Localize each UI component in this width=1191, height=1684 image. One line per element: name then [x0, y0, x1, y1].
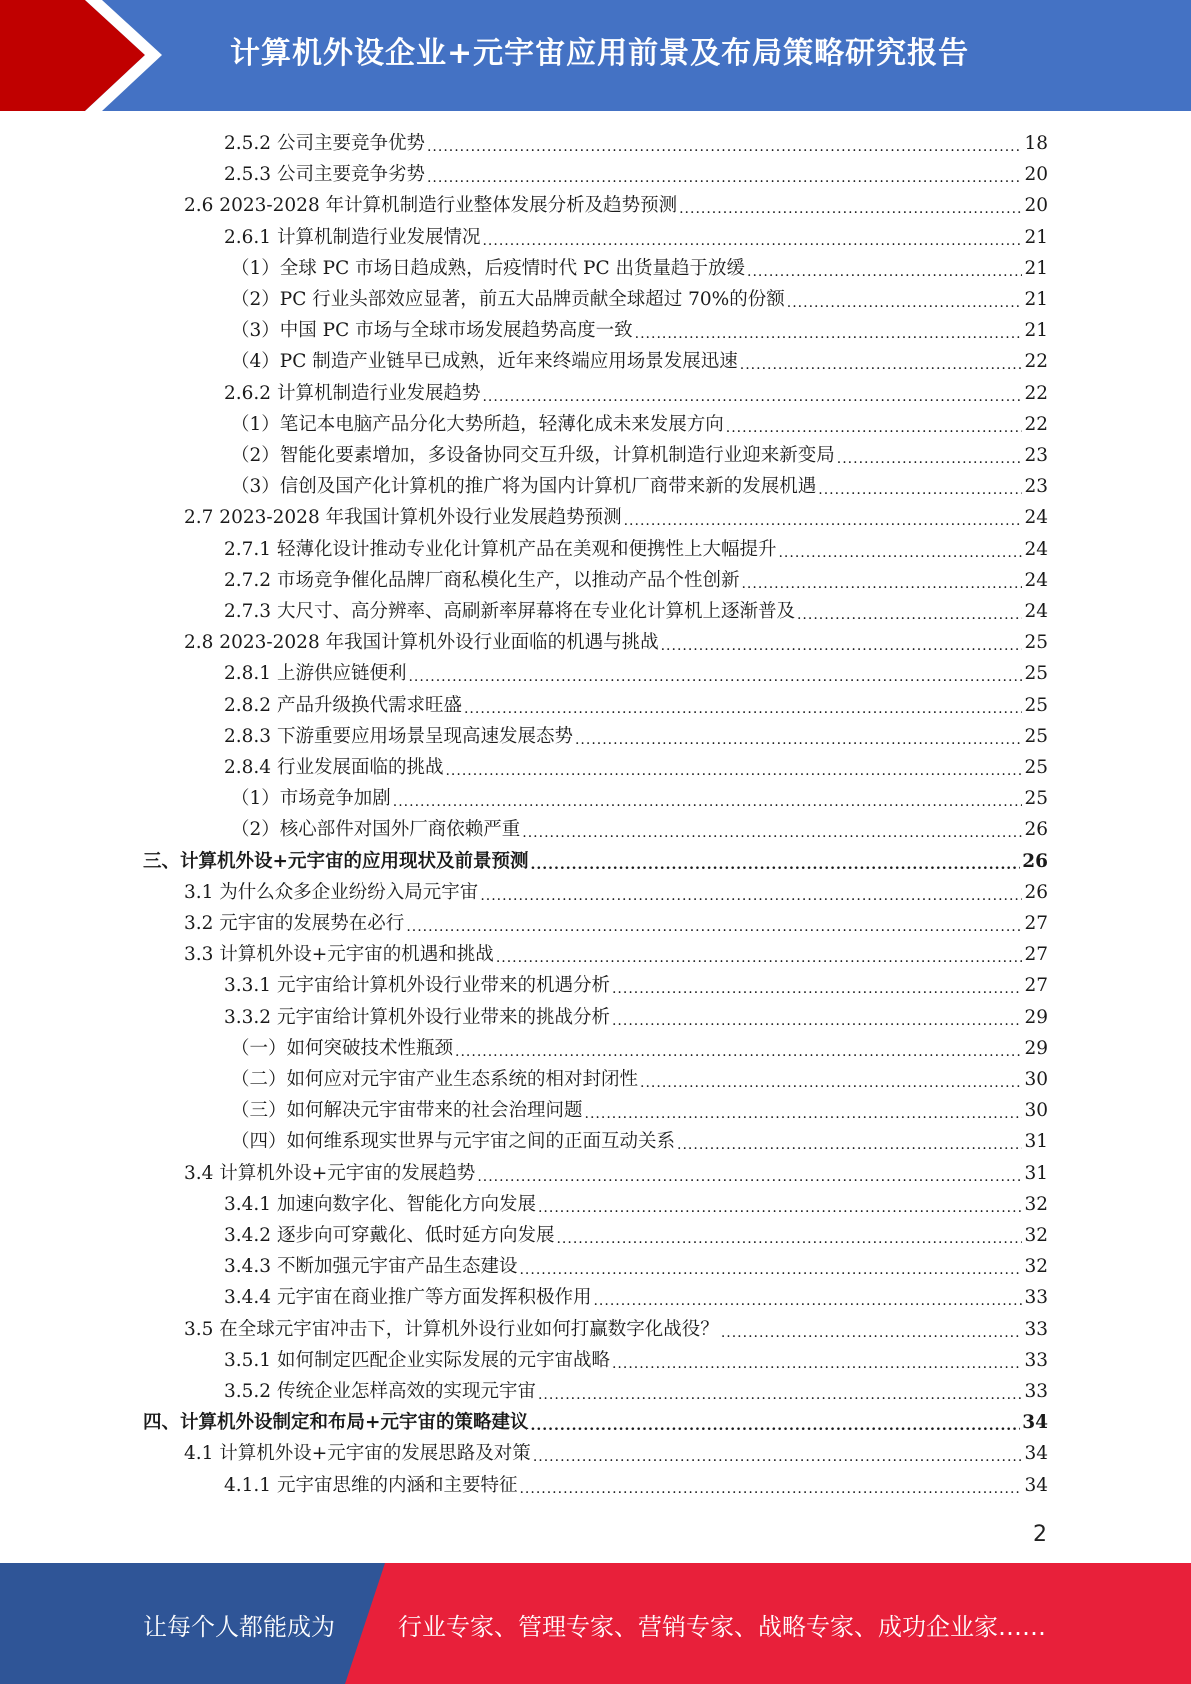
- toc-dot-leader: [531, 846, 1021, 877]
- toc-entry[interactable]: [224, 658, 1048, 689]
- toc-entry-title: （四）如何维系现实世界与元宇宙之间的正面互动关系: [231, 1131, 676, 1153]
- toc-entry[interactable]: [224, 1220, 1048, 1251]
- toc-dot-leader: [393, 783, 1023, 814]
- toc-entry-title: 2.8.4 行业发展面临的挑战: [224, 757, 444, 778]
- toc-entry-title: 3.4.1 加速向数字化、智能化方向发展: [224, 1193, 536, 1215]
- toc-entry-page: 25: [1024, 663, 1048, 685]
- toc-entry-page: 20: [1024, 195, 1048, 217]
- toc-entry[interactable]: [231, 315, 1048, 346]
- toc-dot-leader: [778, 534, 1022, 565]
- toc-entry[interactable]: [184, 1314, 1048, 1345]
- toc-dot-leader: [679, 190, 1022, 221]
- toc-entry-title: 2.7.3 大尺寸、高分辨率、高刷新率屏幕将在专业化计算机上逐渐普及: [224, 601, 795, 622]
- toc-entry-page: 24: [1024, 538, 1048, 560]
- toc-dot-leader: [496, 939, 1023, 970]
- toc-entry-title: 2.6.1 计算机制造行业发展情况: [224, 226, 481, 248]
- toc-entry-title: 三、计算机外设+元宇宙的应用现状及前景预测: [143, 850, 529, 872]
- toc-dot-leader: [612, 970, 1022, 1001]
- report-title: 计算机外设企业+元宇宙应用前景及布局策略研究报告: [230, 36, 970, 71]
- toc-entry-title: 3.4 计算机外设+元宇宙的发展趋势: [184, 1162, 476, 1184]
- toc-entry[interactable]: [224, 534, 1048, 565]
- toc-entry-page: 24: [1024, 569, 1048, 591]
- toc-entry-page: 33: [1024, 1381, 1048, 1402]
- toc-entry-title: （1）笔记本电脑产品分化大势所趋，轻薄化成未来发展方向: [231, 413, 724, 435]
- footer-slogan-left: 让每个人都能成为: [143, 1613, 335, 1641]
- toc-entry[interactable]: [231, 440, 1048, 471]
- footer-slogan-right: 行业专家、管理专家、营销专家、战略专家、成功企业家……: [398, 1613, 1046, 1641]
- toc-dot-leader: [661, 627, 1023, 658]
- toc-entry-title: 3.5.1 如何制定匹配企业实际发展的元宇宙战略: [224, 1349, 610, 1371]
- page-footer: [0, 1563, 1191, 1684]
- toc-entry-title: 3.3 计算机外设+元宇宙的机遇和挑战: [184, 944, 494, 966]
- toc-entry-title: 2.7.1 轻薄化设计推动专业化计算机产品在美观和便携性上大幅提升: [224, 538, 777, 560]
- toc-entry[interactable]: [224, 222, 1048, 253]
- toc-entry[interactable]: [224, 1002, 1048, 1033]
- toc-entry-title: （2）核心部件对国外厂商依赖严重: [231, 819, 521, 841]
- toc-entry[interactable]: [231, 1095, 1048, 1126]
- toc-entry[interactable]: [224, 1282, 1048, 1313]
- toc-entry[interactable]: [224, 690, 1048, 721]
- toc-dot-leader: [575, 721, 1022, 752]
- toc-entry-title: （3）中国 PC 市场与全球市场发展趋势高度一致: [231, 320, 633, 342]
- toc-entry[interactable]: [224, 1345, 1048, 1376]
- toc-entry-title: （1）全球 PC 市场日趋成熟，后疫情时代 PC 出货量趋于放缓: [231, 257, 746, 279]
- toc-dot-leader: [797, 596, 1022, 627]
- toc-dot-leader: [427, 128, 1022, 159]
- toc-dot-leader: [464, 690, 1022, 721]
- toc-entry-page: 27: [1024, 944, 1048, 966]
- toc-entry-page: 20: [1024, 164, 1048, 186]
- toc-entry-page: 31: [1024, 1162, 1048, 1184]
- toc-entry-title: （二）如何应对元宇宙产业生态系统的相对封闭性: [231, 1069, 639, 1090]
- toc-entry-page: 33: [1024, 1318, 1048, 1340]
- toc-entry-page: 22: [1024, 413, 1048, 435]
- toc-entry-page: 25: [1024, 788, 1048, 810]
- toc-entry-title: 3.3.2 元宇宙给计算机外设行业带来的挑战分析: [224, 1006, 610, 1028]
- toc-entry-title: 3.4.4 元宇宙在商业推广等方面发挥积极作用: [224, 1287, 592, 1309]
- toc-dot-leader: [445, 752, 1022, 783]
- toc-dot-leader: [455, 1033, 1022, 1064]
- toc-entry-title: 3.4.2 逐步向可穿戴化、低时延方向发展: [224, 1225, 555, 1246]
- toc-entry[interactable]: [224, 1251, 1048, 1282]
- toc-entry-page: 18: [1024, 133, 1048, 154]
- toc-entry[interactable]: [184, 502, 1048, 533]
- toc-entry[interactable]: [184, 908, 1048, 939]
- toc-entry-page: 24: [1024, 507, 1048, 529]
- toc-dot-leader: [477, 1158, 1022, 1189]
- toc-dot-leader: [538, 1189, 1022, 1220]
- toc-entry-page: 29: [1024, 1006, 1048, 1028]
- toc-entry-page: 25: [1024, 694, 1048, 716]
- toc-dot-leader: [818, 471, 1022, 502]
- toc-entry[interactable]: [231, 284, 1048, 315]
- toc-entry-page: 21: [1024, 320, 1048, 342]
- toc-entry[interactable]: [231, 253, 1048, 284]
- toc-entry-page: 25: [1024, 632, 1048, 654]
- toc-entry-page: 34: [1022, 1412, 1048, 1434]
- toc-entry-title: 2.7.2 市场竞争催化品牌厂商私模化生产，以推动产品个性创新: [224, 569, 740, 591]
- toc-dot-leader: [480, 877, 1022, 908]
- toc-entry-page: 22: [1024, 382, 1048, 404]
- toc-dot-leader: [787, 284, 1023, 315]
- toc-dot-leader: [612, 1002, 1022, 1033]
- toc-entry[interactable]: [143, 1407, 1048, 1438]
- toc-entry-page: 26: [1024, 881, 1048, 903]
- toc-entry[interactable]: [231, 814, 1048, 845]
- toc-entry-page: 30: [1024, 1069, 1048, 1090]
- toc-entry-title: 2.8 2023-2028 年我国计算机外设行业面临的机遇与挑战: [184, 632, 659, 654]
- toc-entry-page: 31: [1024, 1131, 1048, 1153]
- toc-entry[interactable]: [224, 1189, 1048, 1220]
- toc-entry-title: 3.2 元宇宙的发展势在必行: [184, 913, 405, 934]
- toc-entry-title: （1）市场竞争加剧: [231, 788, 391, 810]
- toc-entry[interactable]: [184, 190, 1048, 221]
- toc-entry[interactable]: [231, 471, 1048, 502]
- toc-dot-leader: [522, 814, 1022, 845]
- toc-dot-leader: [408, 658, 1022, 689]
- toc-entry[interactable]: [184, 1438, 1048, 1469]
- toc-entry-title: （三）如何解决元宇宙带来的社会治理问题: [231, 1100, 583, 1122]
- toc-entry-page: 22: [1024, 351, 1048, 373]
- toc-entry[interactable]: [184, 939, 1048, 970]
- toc-dot-leader: [624, 502, 1023, 533]
- toc-entry-title: 2.8.3 下游重要应用场景呈现高速发展态势: [224, 725, 573, 747]
- toc-entry-page: 25: [1024, 757, 1048, 778]
- toc-dot-leader: [585, 1095, 1023, 1126]
- toc-entry-page: 34: [1024, 1443, 1048, 1465]
- toc-entry-page: 21: [1024, 289, 1048, 310]
- toc-entry-page: 23: [1024, 445, 1048, 466]
- toc-entry-page: 24: [1024, 601, 1048, 622]
- toc-dot-leader: [556, 1220, 1022, 1251]
- toc-entry-title: 3.1 为什么众多企业纷纷入局元宇宙: [184, 881, 479, 903]
- toc-entry-page: 34: [1024, 1474, 1048, 1496]
- toc-entry-title: （3）信创及国产化计算机的推广将为国内计算机厂商带来新的发展机遇: [231, 476, 817, 498]
- toc-entry-page: 33: [1024, 1349, 1048, 1371]
- toc-entry-title: 2.6 2023-2028 年计算机制造行业整体发展分析及趋势预测: [184, 195, 678, 217]
- toc-entry-page: 27: [1024, 913, 1048, 934]
- toc-dot-leader: [721, 1314, 1023, 1345]
- toc-entry-title: 4.1 计算机外设+元宇宙的发展思路及对策: [184, 1443, 531, 1465]
- toc-dot-leader: [427, 159, 1022, 190]
- toc-entry-title: 4.1.1 元宇宙思维的内涵和主要特征: [224, 1474, 518, 1496]
- toc-dot-leader: [533, 1438, 1023, 1469]
- toc-dot-leader: [640, 1064, 1022, 1095]
- toc-dot-leader: [612, 1345, 1022, 1376]
- toc-entry-page: 26: [1024, 819, 1048, 841]
- toc-entry-page: 25: [1024, 725, 1048, 747]
- toc-entry-page: 21: [1024, 226, 1048, 248]
- toc-dot-leader: [531, 1407, 1021, 1438]
- toc-dot-leader: [677, 1126, 1022, 1157]
- toc-entry-page: 33: [1024, 1287, 1048, 1309]
- toc-entry-page: 27: [1024, 975, 1048, 997]
- toc-entry-title: 3.3.1 元宇宙给计算机外设行业带来的机遇分析: [224, 975, 610, 997]
- toc-entry-page: 26: [1022, 850, 1048, 872]
- toc-entry-title: 2.6.2 计算机制造行业发展趋势: [224, 382, 481, 404]
- toc-entry-page: 32: [1024, 1225, 1048, 1246]
- toc-entry[interactable]: [224, 1376, 1048, 1407]
- toc-entry-title: 3.5.2 传统企业怎样高效的实现元宇宙: [224, 1381, 536, 1402]
- toc-entry[interactable]: [184, 627, 1048, 658]
- toc-entry-page: 23: [1024, 476, 1048, 498]
- toc-entry-page: 29: [1024, 1037, 1048, 1059]
- toc-entry-page: 32: [1024, 1256, 1048, 1278]
- toc-entry-title: 3.4.3 不断加强元宇宙产品生态建设: [224, 1256, 518, 1278]
- toc-dot-leader: [726, 409, 1023, 440]
- toc-entry[interactable]: [184, 877, 1048, 908]
- toc-dot-leader: [538, 1376, 1022, 1407]
- toc-entry-title: 2.5.2 公司主要竞争优势: [224, 133, 425, 154]
- toc-dot-leader: [519, 1470, 1022, 1501]
- toc-entry[interactable]: [224, 970, 1048, 1001]
- toc-entry-title: 2.7 2023-2028 年我国计算机外设行业发展趋势预测: [184, 507, 622, 529]
- toc-dot-leader: [741, 565, 1022, 596]
- toc-entry[interactable]: [231, 1126, 1048, 1157]
- toc-dot-leader: [406, 908, 1022, 939]
- toc-entry-title: 2.5.3 公司主要竞争劣势: [224, 164, 425, 186]
- toc-entry[interactable]: [224, 596, 1048, 627]
- toc-entry-page: 32: [1024, 1193, 1048, 1215]
- toc-dot-leader: [482, 222, 1022, 253]
- toc-dot-leader: [747, 253, 1022, 284]
- toc-dot-leader: [837, 440, 1023, 471]
- toc-dot-leader: [482, 378, 1022, 409]
- toc-entry[interactable]: [224, 565, 1048, 596]
- toc-entry-title: （2）智能化要素增加，多设备协同交互升级，计算机制造行业迎来新变局: [231, 445, 835, 466]
- toc-entry-title: 四、计算机外设制定和布局+元宇宙的策略建议: [143, 1412, 529, 1434]
- toc-entry[interactable]: [224, 1470, 1048, 1501]
- toc-entry[interactable]: [231, 1033, 1048, 1064]
- toc-entry[interactable]: [224, 159, 1048, 190]
- toc-dot-leader: [635, 315, 1023, 346]
- toc-entry-page: 21: [1024, 257, 1048, 279]
- toc-entry-title: （4）PC 制造产业链早已成熟，近年来终端应用场景发展迅速: [231, 351, 738, 373]
- toc-entry-title: 3.5 在全球元宇宙冲击下，计算机外设行业如何打赢数字化战役？: [184, 1318, 719, 1340]
- toc-entry[interactable]: [184, 1158, 1048, 1189]
- toc-entry[interactable]: [231, 346, 1048, 377]
- toc-entry[interactable]: [143, 846, 1048, 877]
- toc-dot-leader: [519, 1251, 1022, 1282]
- toc-entry-page: 30: [1024, 1100, 1048, 1122]
- toc-dot-leader: [740, 346, 1023, 377]
- toc-entry[interactable]: [224, 752, 1048, 783]
- toc-dot-leader: [593, 1282, 1022, 1313]
- toc-entry[interactable]: [231, 783, 1048, 814]
- toc-entry-title: 2.8.2 产品升级换代需求旺盛: [224, 694, 462, 716]
- page-number: 2: [1033, 1522, 1047, 1547]
- toc-entry[interactable]: [224, 378, 1048, 409]
- toc-entry[interactable]: [224, 128, 1048, 159]
- toc-entry[interactable]: [224, 721, 1048, 752]
- toc-entry-title: 2.8.1 上游供应链便利: [224, 663, 407, 685]
- toc-entry-title: （2）PC 行业头部效应显著，前五大品牌贡献全球超过 70%的份额: [231, 289, 785, 310]
- toc-entry[interactable]: [231, 1064, 1048, 1095]
- page-header: [0, 0, 1191, 111]
- toc-entry[interactable]: [231, 409, 1048, 440]
- toc-entry-title: （一）如何突破技术性瓶颈: [231, 1037, 454, 1059]
